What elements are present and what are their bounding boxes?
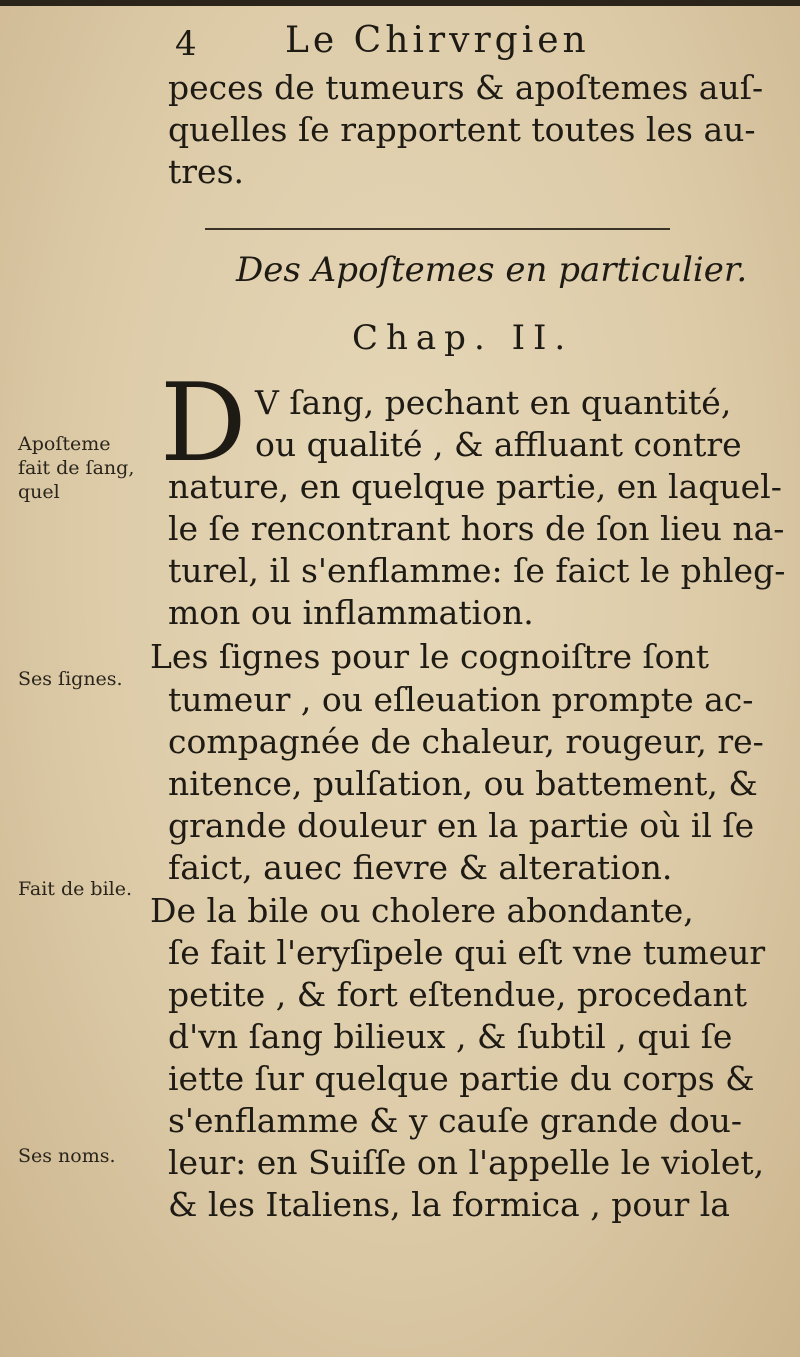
- intro-line: tres.: [168, 152, 244, 191]
- body-line: iette ſur quelque partie du corps &: [168, 1059, 755, 1098]
- margin-note-line: fait de ſang,: [18, 457, 135, 479]
- body-line: turel, il s'enflamme: ſe faict le phleg-: [168, 551, 786, 590]
- drop-cap: D: [160, 361, 247, 486]
- section-subtitle: Des Apoſtemes en particulier.: [236, 250, 748, 290]
- running-title: Le Chirvrgien: [285, 20, 590, 61]
- margin-note-noms: Ses noms.: [18, 1145, 116, 1167]
- body-line: tumeur , ou eſleuation prompte ac-: [168, 680, 754, 719]
- intro-line: quelles ſe rapportent toutes les au-: [168, 110, 756, 149]
- body-line: nature, en quelque partie, en laquel-: [168, 467, 782, 506]
- margin-note-signes: Ses ſignes.: [18, 668, 123, 690]
- body-line: V ſang, pechant en quantité,: [255, 383, 732, 422]
- body-line: leur: en Suiſſe on l'appelle le violet,: [168, 1143, 765, 1182]
- body-line: & les Italiens, la formica , pour la: [168, 1185, 730, 1224]
- body-line: De la bile ou cholere abondante,: [150, 891, 694, 930]
- margin-note-bile: Fait de bile.: [18, 878, 133, 900]
- body-line: faict, auec fievre & alteration.: [168, 848, 673, 887]
- body-line: compagnée de chaleur, rougeur, re-: [168, 722, 764, 761]
- body-line: nitence, pulſation, ou battement, &: [168, 764, 758, 803]
- body-line: Les ſignes pour le cognoiſtre ſont: [150, 637, 710, 676]
- page-top-edge: [0, 0, 800, 6]
- chapter-heading: Chap. II.: [352, 318, 574, 358]
- margin-note-line: quel: [18, 481, 60, 503]
- margin-note-line: Apoſteme: [18, 433, 111, 455]
- body-line: mon ou inflammation.: [168, 593, 534, 632]
- body-line: le ſe rencontrant hors de ſon lieu na-: [168, 509, 785, 548]
- body-line: d'vn ſang bilieux , & ſubtil , qui ſe: [168, 1017, 733, 1056]
- body-line: s'enflamme & y cauſe grande dou-: [168, 1101, 743, 1140]
- section-divider: [205, 228, 670, 230]
- body-line: ſe fait l'eryſipele qui eſt vne tumeur: [168, 933, 766, 972]
- intro-line: peces de tumeurs & apoſtemes auſ-: [168, 68, 764, 107]
- page-number: 4: [175, 24, 197, 64]
- body-line: petite , & fort eſtendue, procedant: [168, 975, 747, 1014]
- body-line: grande douleur en la partie où il ſe: [168, 806, 755, 845]
- body-line: ou qualité , & affluant contre: [255, 425, 742, 464]
